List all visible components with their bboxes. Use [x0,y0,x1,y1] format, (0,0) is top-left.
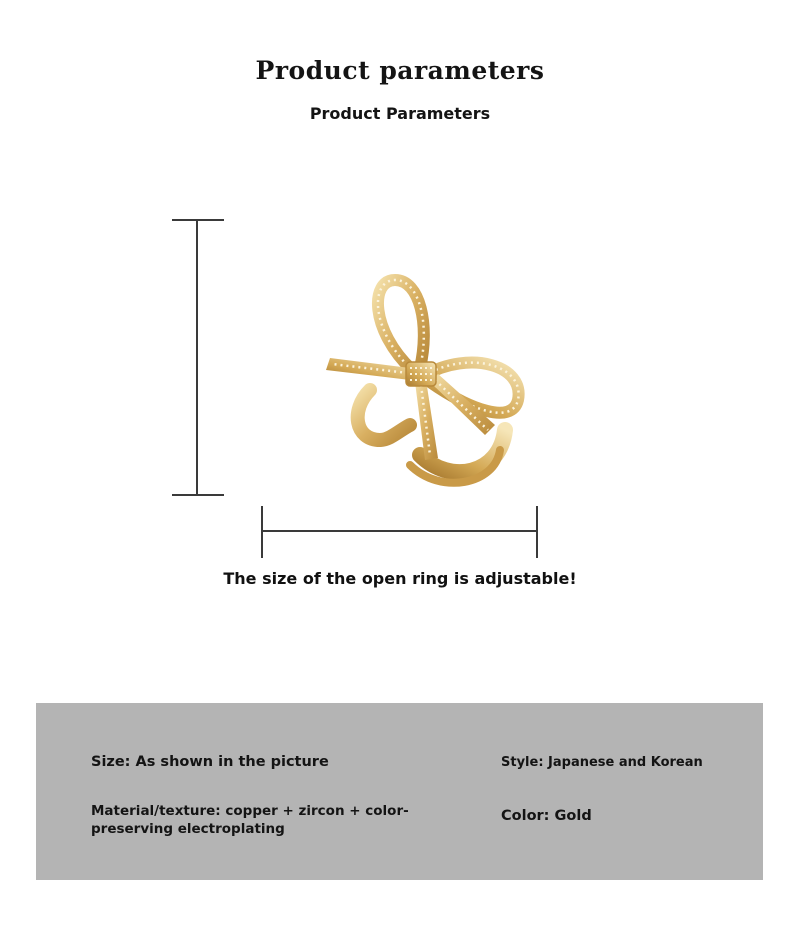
gold-bow-ring-icon [300,270,540,500]
height-dimension-top-tick [172,219,224,221]
adjustable-size-note: The size of the open ring is adjustable! [223,569,577,588]
style-parameter: Style: Japanese and Korean [501,755,703,770]
height-dimension-bottom-tick [172,494,224,496]
color-parameter: Color: Gold [501,808,592,824]
width-dimension-right-tick [536,506,538,558]
page-subtitle: Product Parameters [309,104,491,123]
page-title: Product parameters [255,56,545,85]
size-parameter: Size: As shown in the picture [91,754,329,770]
parameters-panel [36,703,763,880]
width-dimension-line [262,530,537,532]
height-dimension-line [196,220,198,495]
width-dimension-left-tick [261,506,263,558]
material-parameter: Material/texture: copper + zircon + color-preserving electroplating [91,803,409,837]
